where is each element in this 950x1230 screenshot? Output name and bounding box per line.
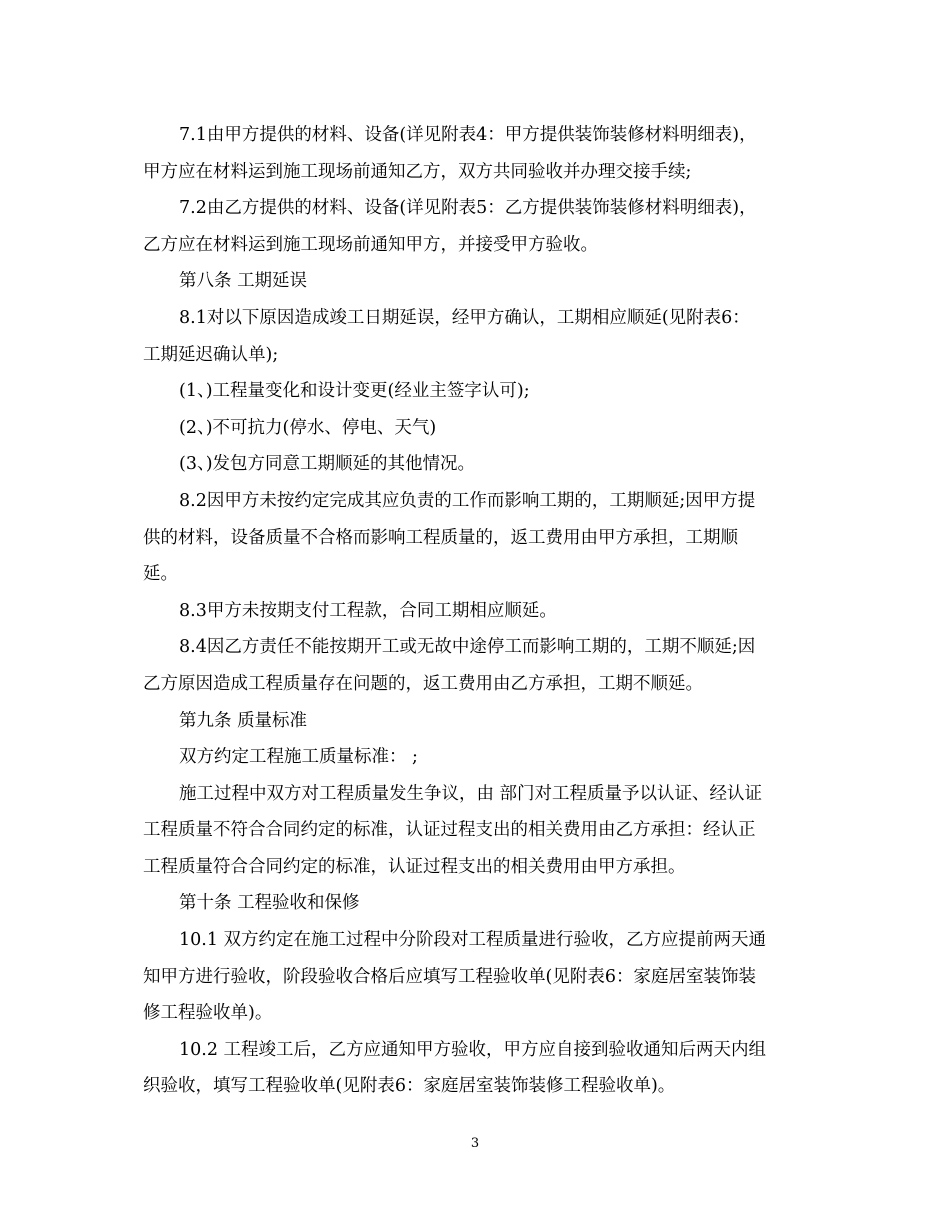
text-line: 乙方原因造成工程质量存在问题的，返工费用由乙方承担，工期不顺延。 bbox=[143, 673, 703, 694]
text-line: 供的材料，设备质量不合格而影响工程质量的，返工费用由甲方承担，工期顺 bbox=[143, 527, 738, 548]
text-line: 第十条 工程验收和保修 bbox=[179, 893, 360, 914]
text-line: 8.2因甲方未按约定完成其应负责的工作而影响工期的，工期顺延;因甲方提 bbox=[179, 490, 756, 511]
page-number: 3 bbox=[470, 1136, 480, 1151]
text-line: 织验收，填写工程验收单(见附表6：家庭居室装饰装修工程验收单)。 bbox=[143, 1076, 676, 1097]
text-line: 修工程验收单)。 bbox=[143, 1003, 273, 1024]
text-line: (2、)不可抗力(停水、停电、天气) bbox=[179, 417, 437, 438]
text-line: 7.2由乙方提供的材料、设备(详见附表5：乙方提供装饰装修材料明细表)， bbox=[179, 198, 757, 219]
text-line: 7.1由甲方提供的材料、设备(详见附表4：甲方提供装饰装修材料明细表)， bbox=[179, 125, 757, 145]
text-line: 工程质量符合合同约定的标准，认证过程支出的相关费用由甲方承担。 bbox=[143, 856, 686, 877]
text-line: 甲方应在材料运到施工现场前通知乙方，双方共同验收并办理交接手续; bbox=[143, 161, 692, 182]
text-line: 8.1对以下原因造成竣工日期延误，经甲方确认，工期相应顺延(见附表6： bbox=[179, 307, 750, 328]
text-line: 8.4因乙方责任不能按期开工或无故中途停工而影响工期的，工期不顺延;因 bbox=[179, 637, 756, 658]
text-line: 10.2 工程竣工后，乙方应通知甲方验收，甲方应自接到验收通知后两天内组 bbox=[179, 1039, 767, 1060]
text-line: 施工过程中双方对工程质量发生争议，由 部门对工程质量予以认证、经认证 bbox=[179, 783, 763, 804]
text-line: 双方约定工程施工质量标准： ; bbox=[179, 747, 418, 768]
text-line: 乙方应在材料运到施工现场前通知甲方，并接受甲方验收。 bbox=[143, 234, 598, 255]
text-line: 知甲方进行验收，阶段验收合格后应填写工程验收单(见附表6：家庭居室装饰装 bbox=[143, 966, 756, 987]
text-line: 8.3甲方未按期支付工程款，合同工期相应顺延。 bbox=[179, 600, 557, 621]
document-body bbox=[143, 117, 808, 1105]
text-line: 工程质量不符合合同约定的标准，认证过程支出的相关费用由乙方承担：经认正 bbox=[143, 820, 756, 841]
text-line: 第九条 质量标准 bbox=[179, 710, 308, 731]
text-line: 工期延迟确认单); bbox=[143, 344, 279, 365]
text-line: (1、)工程量变化和设计变更(经业主签字认可); bbox=[179, 381, 530, 402]
text-line: 10.1 双方约定在施工过程中分阶段对工程质量进行验收，乙方应提前两天通 bbox=[179, 930, 767, 951]
text-line: 第八条 工期延误 bbox=[179, 271, 308, 292]
text-line: 延。 bbox=[143, 564, 178, 585]
text-line: (3、)发包方同意工期顺延的其他情况。 bbox=[179, 454, 476, 475]
